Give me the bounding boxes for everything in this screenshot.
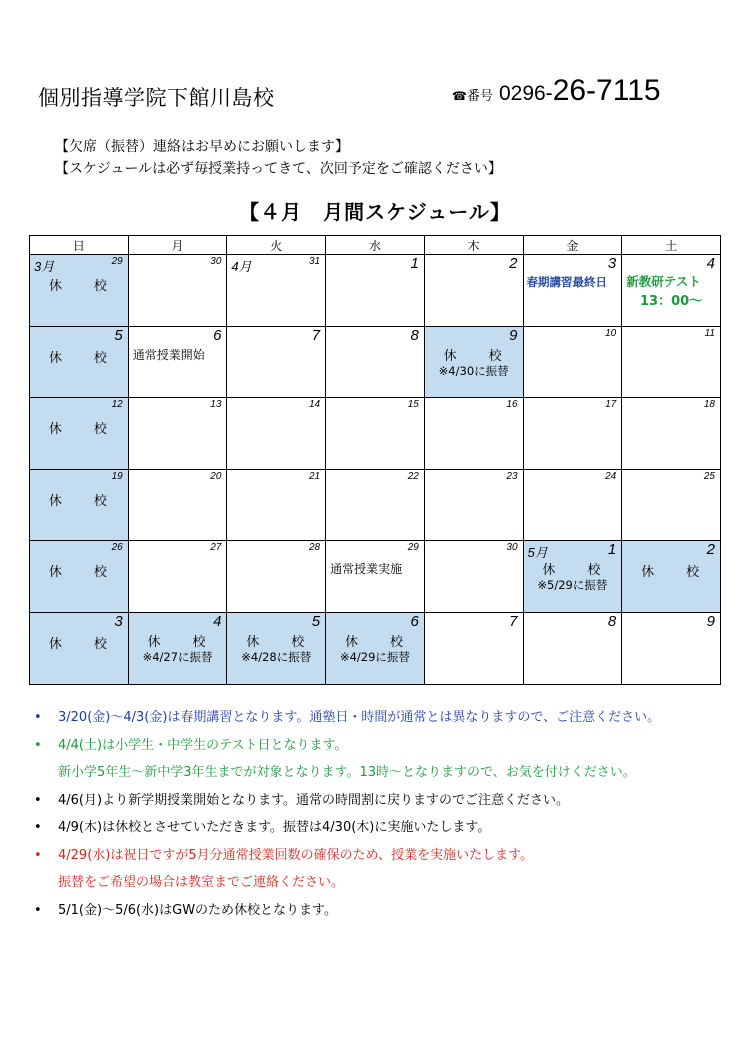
closed-label: 休 校 [443, 348, 504, 364]
closed-label: 休 校 [542, 563, 603, 579]
note-item [28, 897, 738, 925]
calendar-day-cell [326, 541, 425, 613]
calendar-day-cell [622, 541, 721, 613]
day-number: 5 [114, 326, 123, 344]
day-number: 27 [210, 542, 222, 554]
day-number: 14 [308, 399, 321, 411]
calendar-day-cell [227, 541, 326, 613]
calendar-day-cell [523, 255, 622, 327]
bullet-icon: • [34, 847, 42, 863]
day-number: 12 [111, 399, 123, 411]
weekday-header-row [30, 236, 721, 255]
bullet-icon: • [34, 902, 42, 918]
day-number: 25 [703, 470, 715, 482]
day-number: 5 [311, 612, 321, 630]
closed-label: 休 校 [48, 636, 109, 652]
bullet-icon: • [34, 820, 42, 835]
day-number: 17 [605, 399, 617, 411]
note-text: 4/9(木)は休校とさせていただきます。振替は4/30(木)に実施いたします。 [58, 820, 491, 835]
weekday-header: 金 [523, 236, 622, 255]
closed-label: 休 校 [147, 634, 208, 650]
makeup-note: ※4/28に振替 [241, 649, 312, 664]
day-number: 1 [607, 541, 617, 559]
calendar-day-cell [622, 469, 721, 541]
note-text: 4/29(水)は祝日ですが5月分通常授業回数の確保のため、授業を実施いたします。 [58, 847, 534, 863]
closed-label: 休 校 [48, 565, 109, 581]
calendar-day-cell [424, 326, 523, 398]
event-label: 通常授業開始 [132, 347, 205, 362]
calendar-day-cell [30, 541, 129, 613]
day-number: 9 [706, 612, 715, 630]
calendar-day-cell [128, 541, 227, 613]
bullet-icon: • [34, 710, 42, 725]
calendar-day-cell [128, 398, 227, 470]
day-number: 3 [607, 255, 617, 272]
calendar-day-cell [227, 612, 326, 684]
weekday-header: 木 [424, 236, 523, 255]
day-number: 29 [111, 256, 123, 267]
day-number: 24 [605, 470, 617, 482]
calendar-week-row [30, 255, 721, 327]
month-label: 3月 [34, 259, 55, 274]
phone-label: 番号 [466, 89, 493, 104]
calendar-day-cell [622, 398, 721, 470]
note-item [28, 704, 738, 732]
calendar-day-cell [326, 398, 425, 470]
day-number: 4 [706, 255, 715, 272]
day-number: 7 [311, 326, 321, 344]
phone-icon: ☎ [452, 89, 467, 103]
day-number: 2 [706, 541, 715, 559]
bullet-icon: • [34, 792, 42, 808]
phone-prefix: 0296- [498, 82, 553, 105]
calendar-week-row [30, 612, 721, 684]
calendar-day-cell [128, 469, 227, 541]
note-item [28, 732, 738, 787]
calendar-day-cell [424, 612, 523, 684]
note-text: 4/6(月)より新学期授業開始となります。通常の時間割に戻りますのでご注意ください。 [58, 792, 570, 808]
makeup-note: ※4/29に振替 [339, 649, 410, 664]
calendar-day-cell [227, 255, 326, 327]
day-number: 20 [210, 470, 222, 482]
day-number: 16 [506, 399, 518, 411]
note-item [28, 814, 738, 842]
calendar-day-cell [424, 541, 523, 613]
note-text: 3/20(金)〜4/3(金)は春期講習となります。通塾日・時間が通常とは異なりますので、ご注意ください。 [58, 710, 661, 725]
calendar-day-cell [622, 255, 721, 327]
note-text: 新小学5年生〜新中学3年生までが対象となります。13時〜となりますので、お気を付けください。 [58, 765, 636, 780]
calendar-day-cell [30, 612, 129, 684]
calendar-day-cell [128, 612, 227, 684]
closed-label: 休 校 [48, 493, 109, 509]
calendar-day-cell [30, 398, 129, 470]
calendar-day-cell [326, 469, 425, 541]
calendar-title: 【４月 月間スケジュール】 [239, 200, 511, 224]
day-number: 11 [704, 327, 715, 339]
calendar-day-cell [227, 469, 326, 541]
day-number: 18 [703, 399, 715, 411]
day-number: 8 [410, 326, 419, 344]
day-number: 2 [509, 255, 518, 272]
calendar-day-cell [227, 326, 326, 398]
calendar-week-row [30, 326, 721, 398]
makeup-note: ※4/27に振替 [142, 649, 213, 664]
calendar-day-cell [30, 326, 129, 398]
day-number: 23 [506, 470, 518, 482]
weekday-header: 日 [30, 236, 129, 255]
day-number: 6 [410, 612, 419, 630]
calendar-day-cell [523, 612, 622, 684]
closed-label: 休 校 [641, 565, 702, 581]
schedule-notice: 【スケジュールは必ず毎授業持ってきて、次回予定をご確認ください】 [55, 161, 502, 177]
day-number: 15 [407, 399, 419, 411]
month-label: 5月 [527, 545, 548, 561]
closed-label: 休 校 [48, 422, 109, 438]
weekday-header: 土 [622, 236, 721, 255]
calendar-day-cell [622, 326, 721, 398]
day-number: 22 [407, 470, 419, 482]
day-number: 3 [114, 612, 123, 630]
month-label: 4月 [231, 259, 252, 274]
calendar-day-cell [326, 255, 425, 327]
calendar-day-cell [326, 326, 425, 398]
event-label: 春期講習最終日 [526, 275, 608, 289]
closed-label: 休 校 [344, 634, 405, 650]
day-number: 8 [607, 612, 617, 630]
calendar-day-cell [523, 398, 622, 470]
calendar-day-cell [424, 255, 523, 327]
monthly-calendar [29, 235, 721, 685]
note-item [28, 787, 738, 815]
event-label: 新教研テスト [626, 274, 701, 289]
day-number: 6 [213, 326, 222, 344]
day-number: 10 [605, 327, 617, 339]
calendar-day-cell [227, 398, 326, 470]
note-text: 4/4(土)は小学生・中学生のテスト日となります。 [58, 737, 348, 753]
makeup-note: ※4/30に振替 [438, 363, 509, 378]
calendar-day-cell [523, 469, 622, 541]
school-name: 個別指導学院下館川島校 [38, 86, 275, 110]
weekday-header: 火 [227, 236, 326, 255]
phone-main: 26-7115 [552, 74, 661, 107]
phone-number [452, 74, 661, 108]
calendar-day-cell [424, 469, 523, 541]
calendar-week-row [30, 541, 721, 613]
note-item [28, 842, 738, 897]
calendar-day-cell [128, 255, 227, 327]
calendar-day-cell [622, 612, 721, 684]
calendar-day-cell [128, 326, 227, 398]
day-number: 13 [210, 399, 222, 411]
calendar-day-cell [523, 541, 622, 613]
day-number: 1 [410, 255, 419, 272]
day-number: 29 [407, 542, 419, 554]
calendar-week-row [30, 469, 721, 541]
day-number: 21 [308, 470, 321, 482]
closed-label: 休 校 [48, 279, 109, 294]
weekday-header: 水 [326, 236, 425, 255]
event-label: 通常授業実施 [330, 562, 403, 577]
day-number: 4 [213, 612, 222, 630]
calendar-day-cell [30, 469, 129, 541]
calendar-day-cell [30, 255, 129, 327]
note-text: 振替をご希望の場合は教室までご連絡ください。 [58, 875, 345, 890]
notes-list [28, 704, 738, 924]
absence-notice: 【欠席（振替）連絡はお早めにお願いします】 [55, 139, 349, 155]
weekday-header: 月 [128, 236, 227, 255]
bullet-icon: • [34, 737, 42, 753]
note-text: 5/1(金)〜5/6(水)はGWのため休校となります。 [58, 902, 338, 918]
day-number: 19 [111, 470, 123, 482]
day-number: 28 [308, 542, 321, 554]
calendar-day-cell [326, 612, 425, 684]
day-number: 7 [509, 612, 518, 630]
calendar-week-row [30, 398, 721, 470]
closed-label: 休 校 [48, 350, 109, 366]
calendar-day-cell [523, 326, 622, 398]
day-number: 26 [111, 542, 123, 554]
day-number: 9 [509, 326, 518, 344]
calendar-day-cell [424, 398, 523, 470]
event-time: 13：00〜 [640, 294, 703, 309]
day-number: 31 [308, 256, 321, 267]
makeup-note: ※5/29に振替 [537, 578, 608, 593]
closed-label: 休 校 [246, 634, 307, 650]
day-number: 30 [210, 256, 222, 267]
day-number: 30 [506, 542, 518, 554]
